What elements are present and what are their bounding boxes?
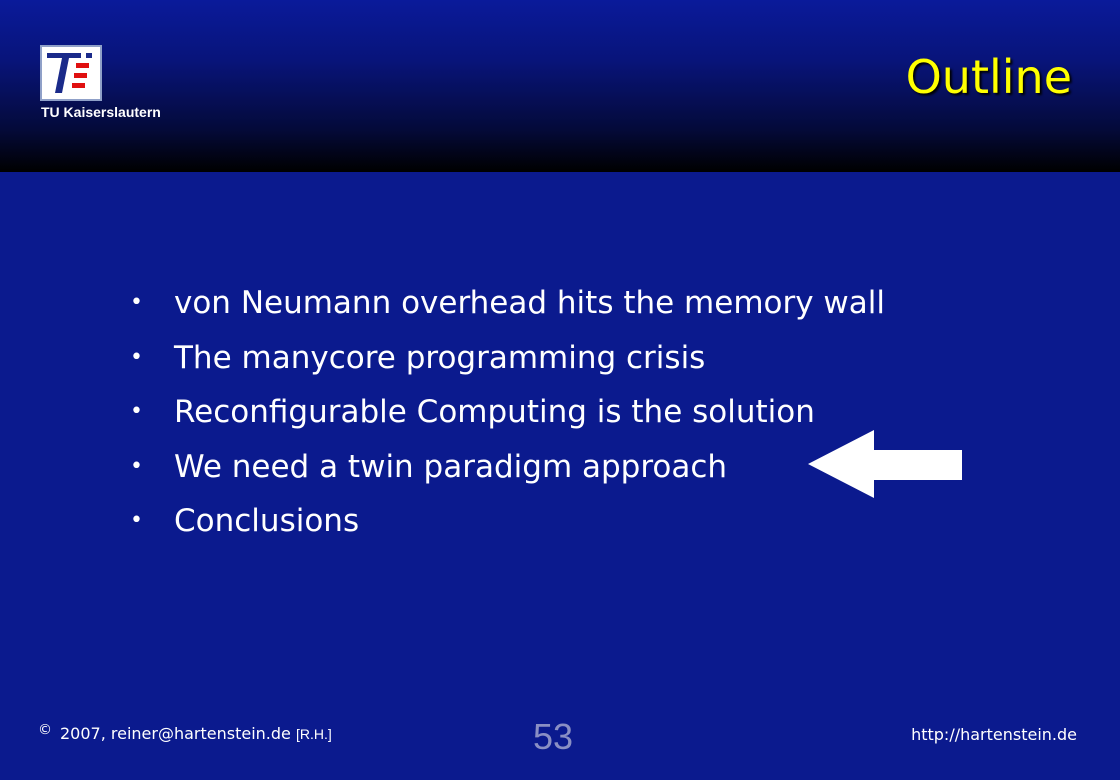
list-item-text: Reconfigurable Computing is the solution (174, 394, 815, 430)
slide-header (0, 0, 1120, 172)
left-arrow-icon (808, 430, 964, 502)
list-item (130, 494, 885, 549)
list-item-text: We need a twin paradigm approach (174, 448, 728, 485)
slide-title: Outline (905, 50, 1072, 104)
list-item-text: The manycore programming crisis (174, 339, 706, 376)
author-initials: [R.H.] (295, 726, 332, 742)
copyright-text: 2007, reiner@hartenstein.de (60, 724, 291, 743)
outline-list (130, 276, 885, 549)
bullet-icon: • (130, 508, 143, 533)
list-item-text: von Neumann overhead hits the memory wall (174, 285, 886, 321)
bullet-icon: • (130, 290, 143, 315)
list-item (130, 331, 885, 386)
bullet-icon: • (130, 399, 143, 424)
logo-caption: TU Kaiserslautern (41, 104, 161, 120)
list-item-current (130, 440, 885, 495)
footer-copyright (38, 724, 332, 743)
list-item (130, 276, 885, 331)
bullet-icon: • (130, 453, 143, 479)
tu-kaiserslautern-logo-icon (40, 45, 102, 101)
copyright-symbol: © (38, 722, 52, 738)
list-item (130, 385, 885, 440)
page-number: 53 (533, 716, 574, 757)
list-item-text: Conclusions (174, 503, 360, 539)
bullet-icon: • (130, 344, 143, 370)
footer-url: http://hartenstein.de (911, 725, 1077, 744)
